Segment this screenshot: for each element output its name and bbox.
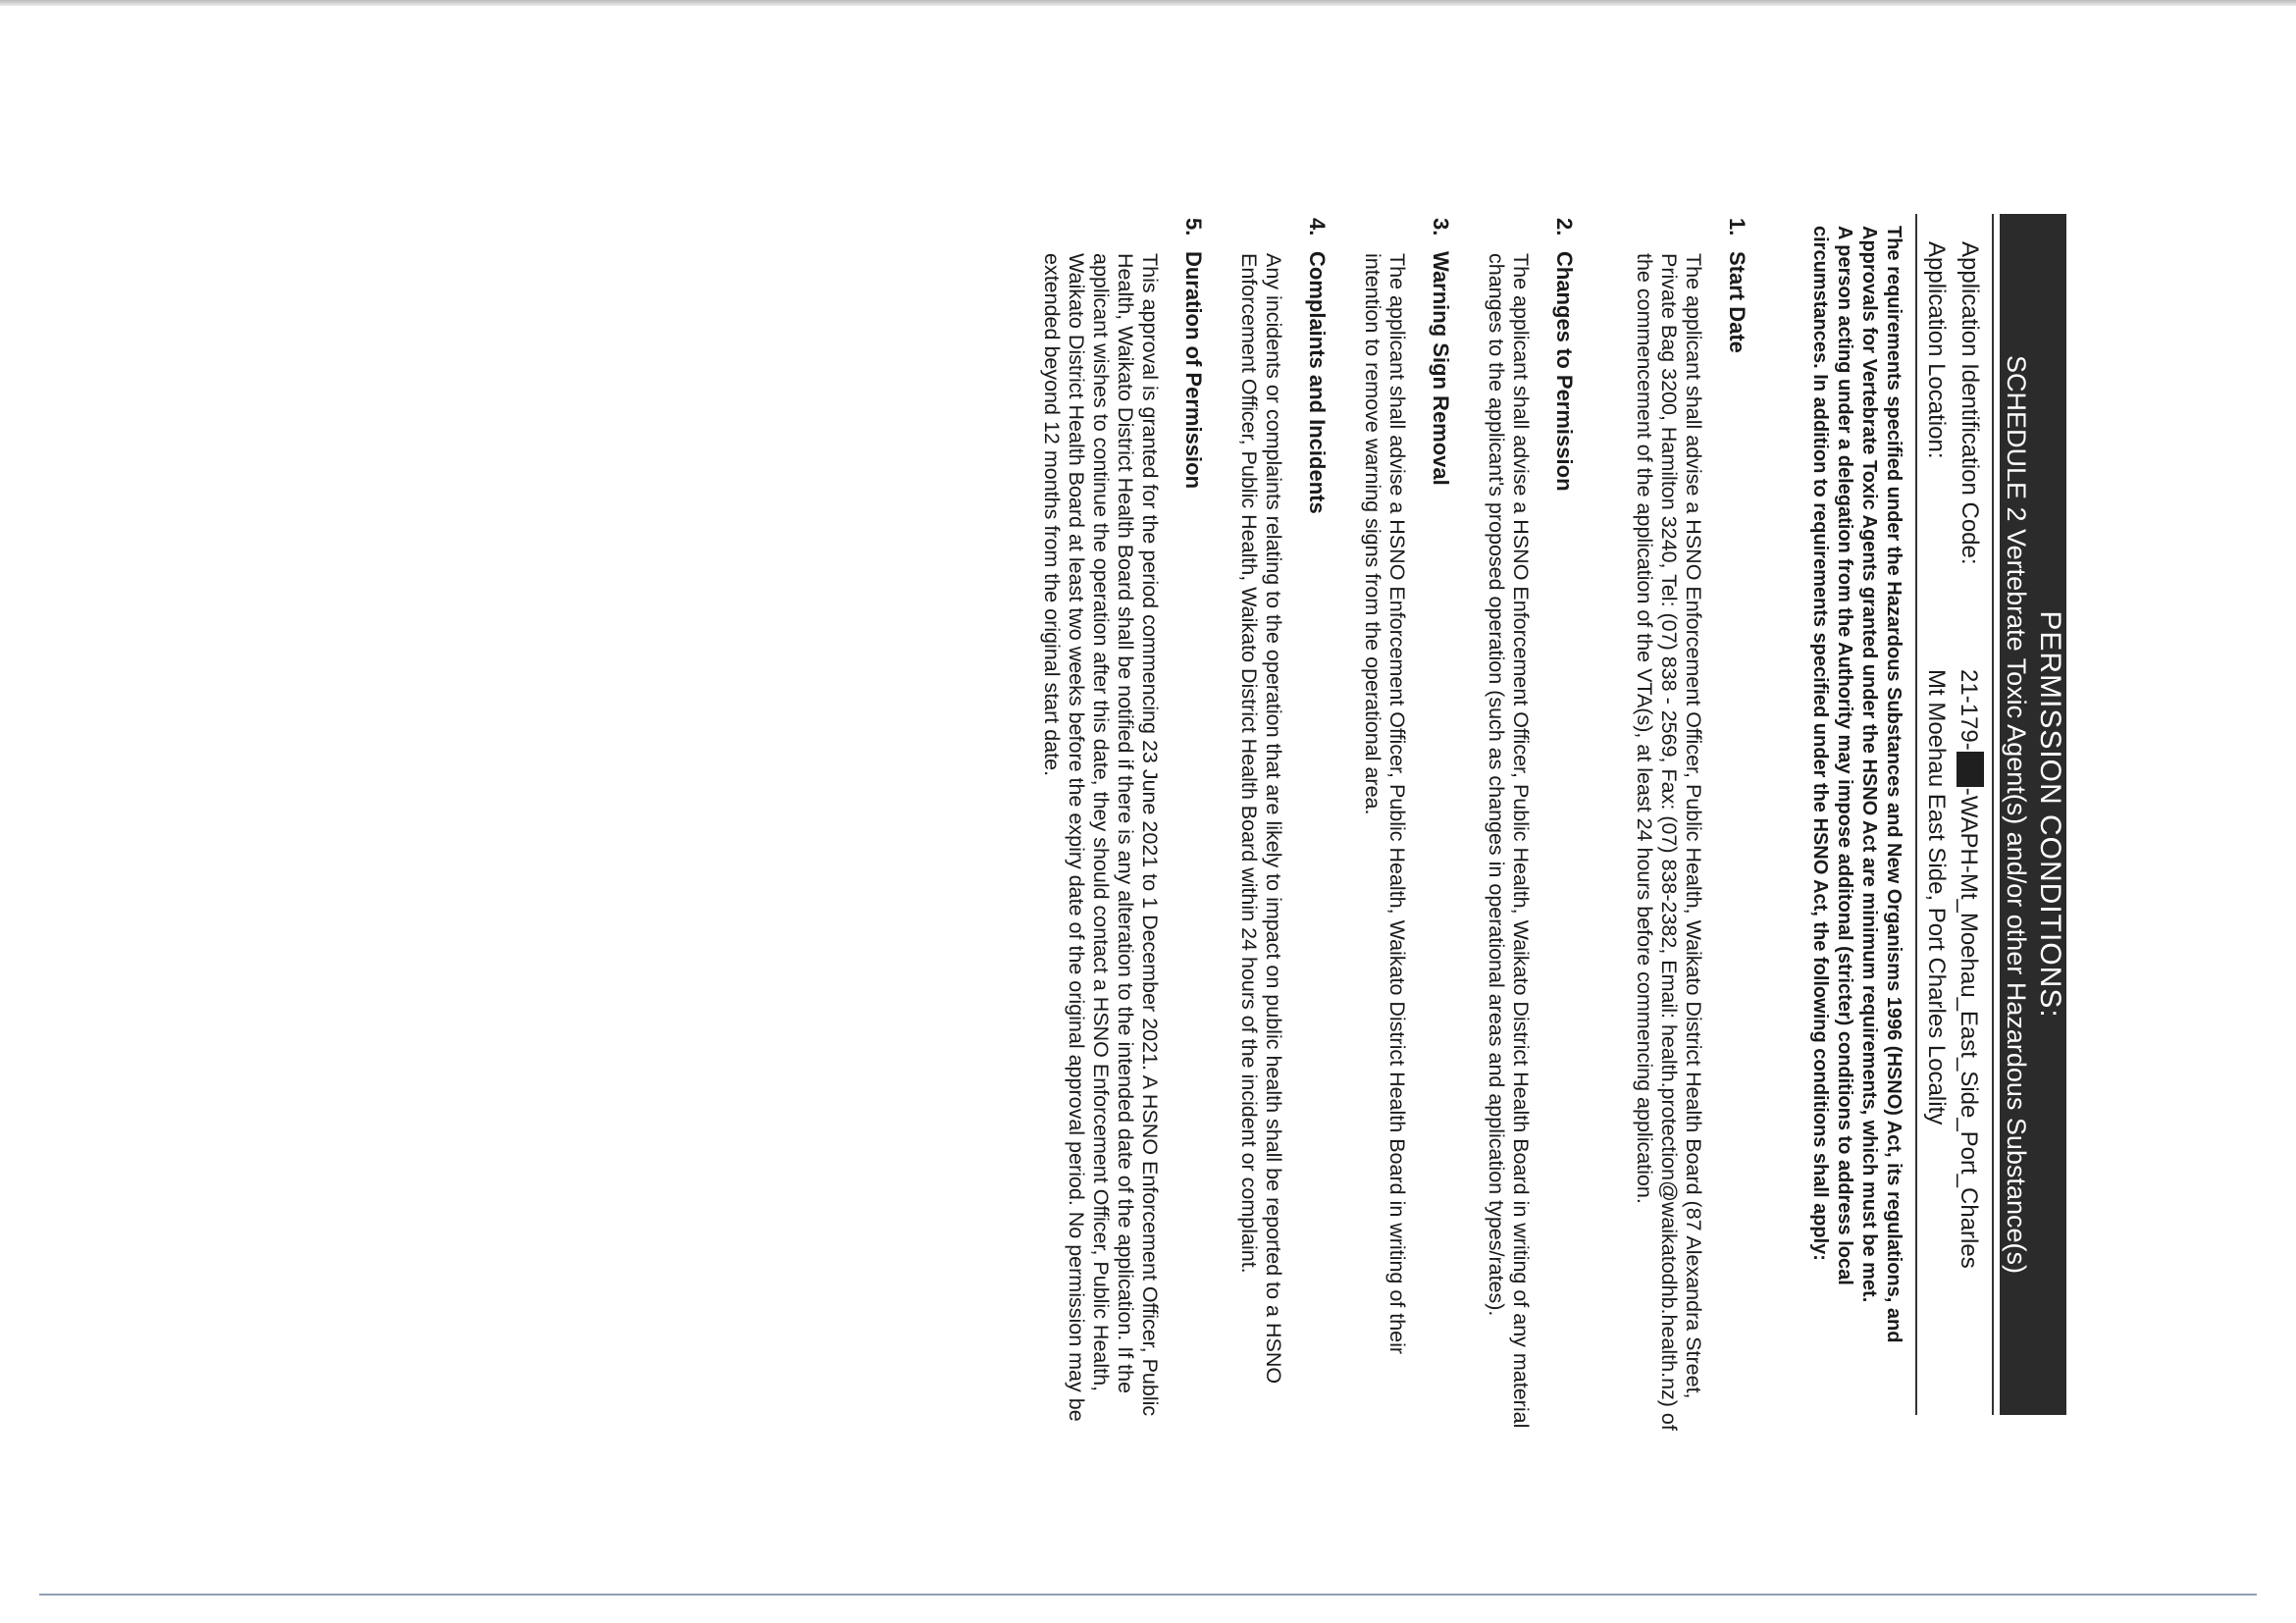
page-title: PERMISSION CONDITIONS: xyxy=(2034,610,2066,1019)
section-1-body: The applicant shall advise a HSNO Enforcement Officer, Public Health, Waikato District Health Board (87 Alexandra Street, Private Bag 3200, Hamilton 3240, Tel: (07) 838 - 2569, Fax: (07) 838-2382, Email: health.protection@waikatodhb.health.nz) of the commencement of the application of the VTA(s), at least 24 hours before commencing application. xyxy=(1633,253,1705,1431)
section-5-body: This approval is granted for the period commencing 23 June 2021 to 1 December 2021. A HSNO Enforcement Officer, Public Health, Waikato District Health Board shall be notified if there is any alteration to the intended date of the application. If the applicant wishes to continue the operation after this date, they should contact a HSNO Enforcement Officer, Public Health, Waikato District Health Board at least two weeks before the expiry date of the original approval period. No permission may be extended beyond 12 months from the original start date. xyxy=(1040,253,1162,1422)
intro-paragraph-1: The requirements specified under the Hazardous Substances and New Organisms 1996 (HSNO) Act, its regulations, and Approvals for Vertebrate Toxic Agents granted under the HSNO Act are minimum requirements, which must be met. xyxy=(1858,226,1905,1343)
section-number: 5. xyxy=(1181,218,1206,236)
intro-paragraph-2: A person acting under a delegation from the Authority may impose additonal (stricter) conditions to address local circumstances. In addition to requirements specified under the HSNO Act, the following conditions shall apply: xyxy=(1809,226,1855,1285)
page-subtitle: SCHEDULE 2 Vertebrate Toxic Agent(s) and/or other Hazardous Substance(s) xyxy=(2002,355,2031,1274)
section-title: Start Date xyxy=(1725,251,1749,353)
section-title: Warning Sign Removal xyxy=(1429,251,1453,486)
section-title: Duration of Permission xyxy=(1181,251,1206,490)
section-number: 4. xyxy=(1305,218,1330,236)
application-id-value xyxy=(1954,669,1984,1269)
section-number: 2. xyxy=(1552,218,1577,236)
section-2-body: The applicant shall advise a HSNO Enforcement Officer, Public Health, Waikato District Health Board in writing of any material changes to the applicant's proposed operation (such as changes in operational areas and application types/rates). xyxy=(1485,253,1533,1429)
application-location-value: Mt Moehau East Side, Port Charles Locality xyxy=(1923,669,1950,1126)
redaction-box xyxy=(1957,752,1984,787)
application-location-label: Application Location: xyxy=(1923,241,1950,459)
section-number: 1. xyxy=(1725,218,1749,236)
section-number: 3. xyxy=(1429,218,1453,236)
meta-bottom-divider xyxy=(1915,214,1917,1415)
intro-text xyxy=(1807,226,1905,1433)
meta-top-divider xyxy=(1992,214,1994,1415)
section-title: Changes to Permission xyxy=(1552,251,1577,492)
header-banner xyxy=(2000,214,2066,1415)
application-id-prefix: 21-179- xyxy=(1956,669,1982,751)
section-3-body: The applicant shall advise a HSNO Enforcement Officer, Public Health, Waikato District Health Board in writing of their intention to remove warning signs from the operational area. xyxy=(1361,253,1409,1355)
application-id-label: Application Identification Code: xyxy=(1957,241,1983,565)
section-4-body: Any incidents or complaints relating to the operation that are likely to impact on public health shall be reported to a HSNO Enforcement Officer, Public Health, Waikato District Health Board within 24 hours of the incident or complaint. xyxy=(1237,253,1285,1385)
application-id-suffix: -WAPH-Mt_Moehau_East_Side_Port_Charles xyxy=(1956,787,1982,1269)
section-title: Complaints and Incidents xyxy=(1305,251,1330,514)
